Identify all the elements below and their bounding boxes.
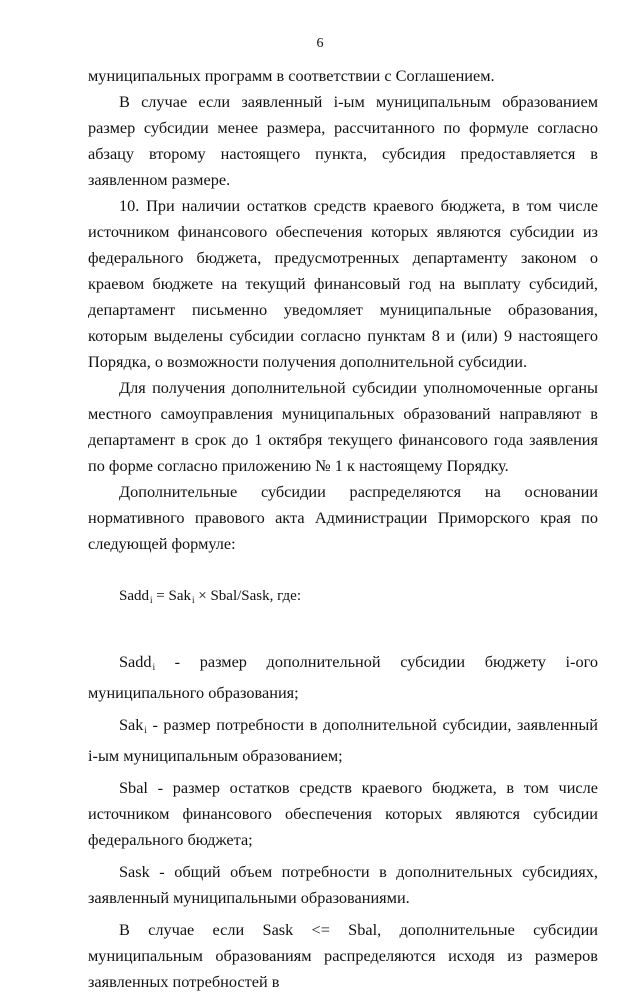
definition-sadd: [88, 649, 598, 706]
formula: [88, 583, 598, 613]
formula-rest: × Sbal/Sask, где:: [194, 588, 301, 604]
formula-subscript: i: [150, 595, 153, 605]
page-number: 6: [316, 36, 324, 51]
definition-sak: [88, 712, 598, 769]
paragraph: Для получения дополнительной субсидии уполномоченные органы местного самоуправления муниципальных образований направляют в департамент в срок до 1 октября текущего финансового года заявления по форме согласно приложению № 1 к настоящему Порядку.: [88, 378, 598, 475]
variable-name: Sadd: [119, 652, 152, 671]
paragraph: муниципальных программ в соответствии с Соглашением.: [88, 66, 495, 85]
formula-subscript: i: [191, 595, 195, 605]
variable-subscript: i: [152, 662, 156, 672]
paragraph: В случае если Sask <= Sbal, дополнительные субсидии муниципальным образованиям распределяются исходя из размеров заявленных потребностей в: [88, 920, 598, 991]
definition-sask: Sask - общий объем потребности в дополнительных субсидиях, заявленный муниципальными образованиями.: [88, 862, 598, 907]
paragraph: Дополнительные субсидии распределяются на основании нормативного правового акта Администрации Приморского края по следующей формуле:: [88, 482, 598, 553]
definition-text: - размер дополнительной субсидии бюджету i-ого муниципального образования;: [88, 652, 598, 702]
formula-eq: = Sak: [152, 588, 191, 604]
definition-text: - размер потребности в дополнительной субсидии, заявленный i-ым муниципальным образованием;: [88, 715, 598, 765]
variable-name: Sak: [119, 715, 144, 734]
paragraph: 10. При наличии остатков средств краевого бюджета, в том числе источником финансового обеспечения которых являются субсидии из федерального бюджета, предусмотренных департаменту законом о краевом бюджете на текущий финансовый год на выплату субсидий, департамент письменно уведомляет муниципальные образования, которым выделены субсидии согласно пунктам 8 и (или) 9 настоящего Порядка, о возможности получения дополнительной субсидии.: [88, 196, 598, 371]
variable-subscript: i: [144, 725, 147, 735]
formula-lhs: Sadd: [119, 588, 149, 604]
paragraph: В случае если заявленный i-ым муниципальным образованием размер субсидии менее размера, рассчитанного по формуле согласно абзацу второму настоящего пункта, субсидия предоставляется в заявленном размере.: [88, 92, 598, 189]
definition-sbal: Sbal - размер остатков средств краевого бюджета, в том числе источником финансового обеспечения которых являются субсидии федерального бюджета;: [88, 778, 598, 849]
document-body: [88, 63, 598, 995]
